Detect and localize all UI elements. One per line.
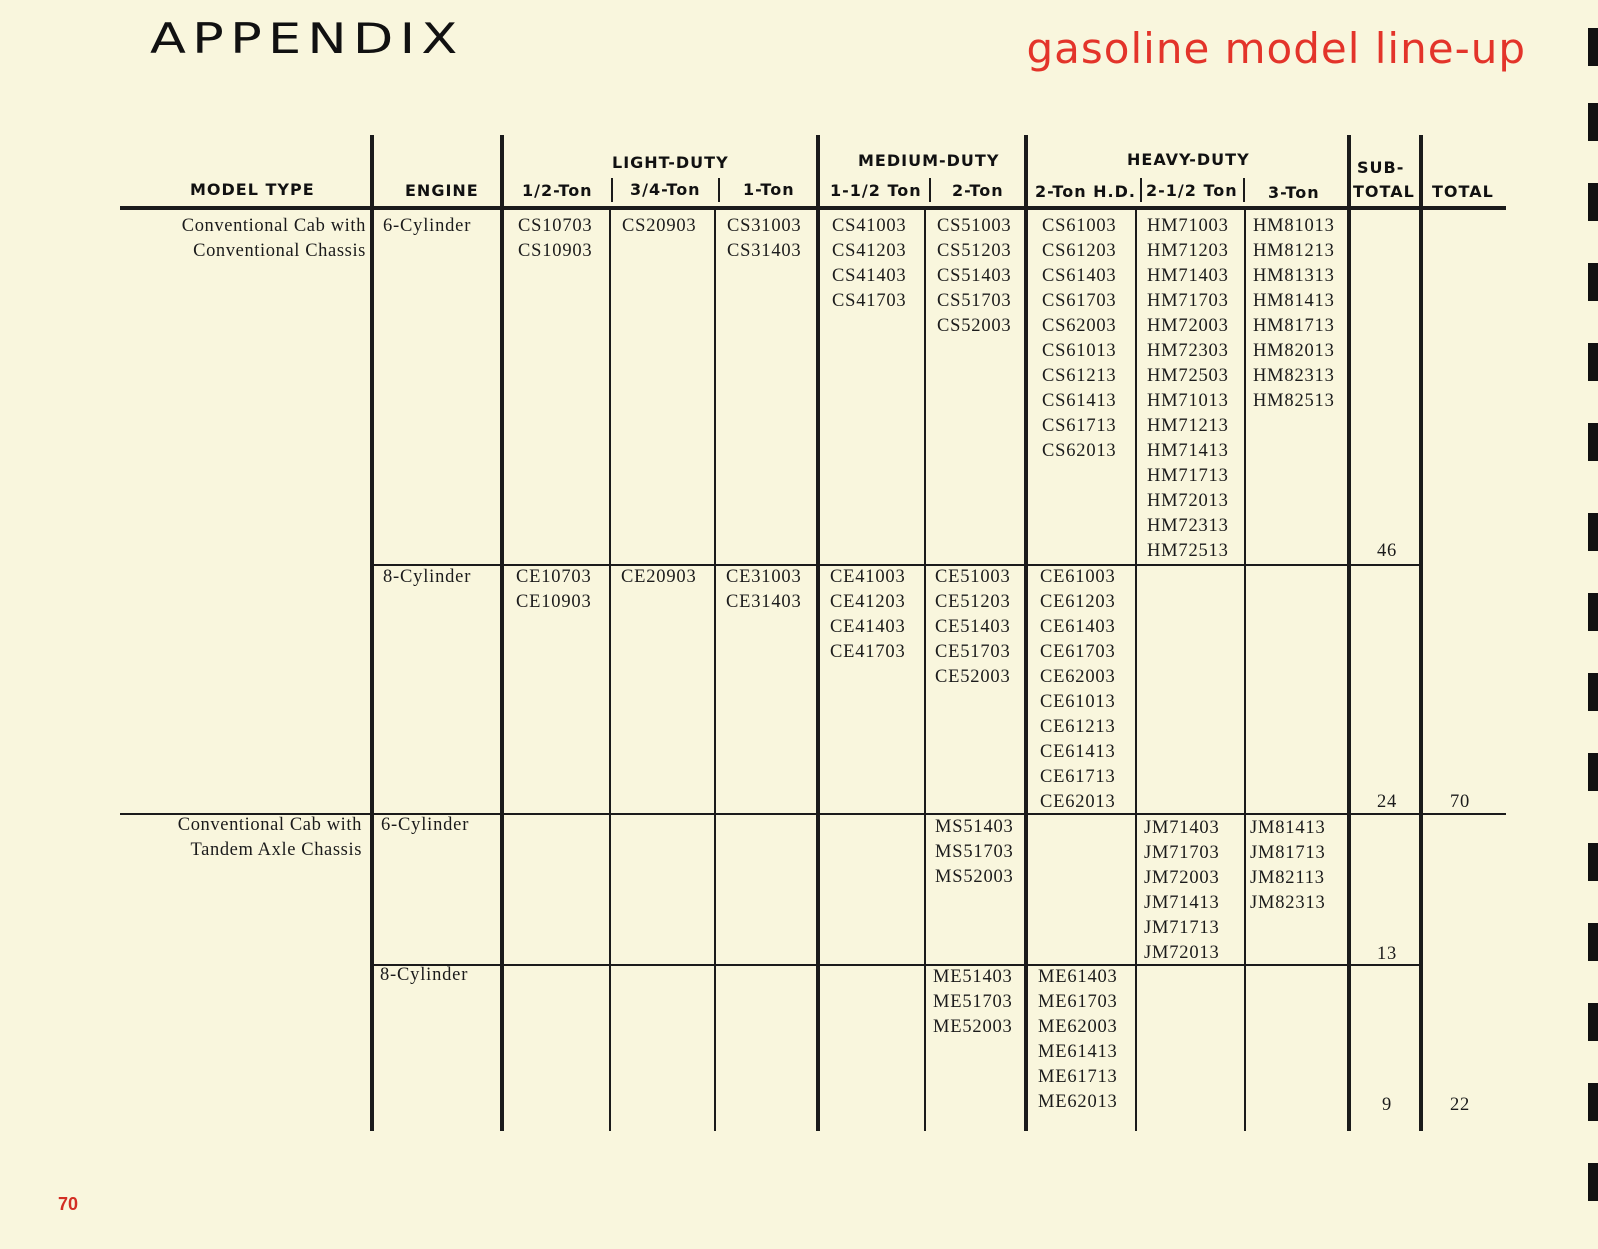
model-code: HM71003 <box>1147 216 1229 236</box>
models-three-quarter-ton <box>622 214 696 239</box>
col-header-engine: ENGINE <box>405 181 479 200</box>
model-code: HM81013 <box>1253 216 1335 236</box>
model-code: HM82313 <box>1253 366 1335 386</box>
binder-tab <box>1588 1003 1598 1041</box>
model-code: CS10703 <box>518 216 593 236</box>
header-rule <box>120 206 1506 210</box>
model-code: CS31403 <box>727 241 802 261</box>
column-rule <box>500 135 504 1131</box>
models-half-ton <box>518 214 592 264</box>
model-code: CS61403 <box>1042 266 1117 286</box>
header-separator <box>1243 178 1245 202</box>
column-rule <box>816 135 820 1131</box>
model-code: CE41403 <box>830 617 906 637</box>
model-code: CS61003 <box>1042 216 1117 236</box>
model-code: JM72003 <box>1144 868 1220 888</box>
binder-tab <box>1588 923 1598 961</box>
page-number: 70 <box>58 1194 79 1214</box>
model-code: HM71403 <box>1147 266 1229 286</box>
subtotal-header-bottom: TOTAL <box>1353 182 1415 201</box>
model-code: CS10903 <box>518 241 593 261</box>
model-code: HM71213 <box>1147 416 1229 436</box>
column-rule <box>1135 208 1137 1131</box>
model-code: HM72503 <box>1147 366 1229 386</box>
model-code: HM81213 <box>1253 241 1335 261</box>
engine-cell: 8-Cylinder <box>383 567 472 587</box>
group-header-heavy-duty: HEAVY-DUTY <box>1127 150 1250 169</box>
model-code: ME61713 <box>1038 1067 1118 1087</box>
model-code: ME62003 <box>1038 1017 1118 1037</box>
column-rule <box>609 208 611 1131</box>
model-code: HM81713 <box>1253 316 1335 336</box>
model-code: CS61713 <box>1042 416 1117 436</box>
model-code: CE61403 <box>1040 617 1116 637</box>
models-two-ton <box>937 214 1011 339</box>
models-one-ton <box>727 214 801 264</box>
binder-tab <box>1588 593 1598 631</box>
model-code: HM71703 <box>1147 291 1229 311</box>
engine-cell: 6-Cylinder <box>381 815 470 835</box>
header-separator <box>929 178 931 202</box>
model-type-cell <box>182 214 366 264</box>
column-rule <box>1419 135 1423 1131</box>
subtotal-value: 13 <box>1377 944 1398 964</box>
model-code: HM71413 <box>1147 441 1229 461</box>
model-code: CS41703 <box>832 291 907 311</box>
model-code: ME61403 <box>1038 967 1118 987</box>
model-code: CE10903 <box>516 592 592 612</box>
model-code: CE20903 <box>621 567 697 587</box>
models-half-ton <box>516 565 592 615</box>
engine-cell: 6-Cylinder <box>383 216 472 236</box>
group-header-medium-duty: MEDIUM-DUTY <box>858 151 1000 170</box>
subtotal-header-top: SUB- <box>1357 158 1405 177</box>
col-header-two-ton-hd: 2-Ton H.D. <box>1035 182 1136 201</box>
model-code: CE61703 <box>1040 642 1116 662</box>
subtotal-value: 9 <box>1382 1095 1393 1115</box>
model-code: HM81413 <box>1253 291 1335 311</box>
binder-tab <box>1588 513 1598 551</box>
model-code: CE62003 <box>1040 667 1116 687</box>
col-header-total: TOTAL <box>1432 182 1494 201</box>
model-code: HM82513 <box>1253 391 1335 411</box>
model-code: CS61213 <box>1042 366 1117 386</box>
model-code: CS41203 <box>832 241 907 261</box>
model-code: CE51203 <box>935 592 1011 612</box>
models-two-ton-hd <box>1042 214 1116 464</box>
model-code: CE51003 <box>935 567 1011 587</box>
section-title: gasoline model line-up <box>1026 24 1526 73</box>
model-type-cell <box>178 813 362 863</box>
model-code: ME61413 <box>1038 1042 1118 1062</box>
appendix-heading: APPENDIX <box>150 14 464 63</box>
col-header-half-ton: 1/2-Ton <box>522 181 593 200</box>
model-code: HM71013 <box>1147 391 1229 411</box>
header-separator <box>611 178 613 202</box>
model-code: CE41703 <box>830 642 906 662</box>
model-code: HM72003 <box>1147 316 1229 336</box>
models-two-ton <box>935 815 1014 890</box>
model-code: HM72513 <box>1147 541 1229 561</box>
model-code: CE62013 <box>1040 792 1116 812</box>
model-code: CS61413 <box>1042 391 1117 411</box>
model-code: CS51403 <box>937 266 1012 286</box>
model-code: ME61703 <box>1038 992 1118 1012</box>
model-code: CS41003 <box>832 216 907 236</box>
model-code: CE61013 <box>1040 692 1116 712</box>
model-code: CE51403 <box>935 617 1011 637</box>
model-code: JM71403 <box>1144 818 1220 838</box>
models-one-ton <box>726 565 802 615</box>
model-code: JM71413 <box>1144 893 1220 913</box>
model-code: CE61713 <box>1040 767 1116 787</box>
model-code: JM71713 <box>1144 918 1220 938</box>
model-code: HM72013 <box>1147 491 1229 511</box>
model-code: CS51003 <box>937 216 1012 236</box>
binder-tab <box>1588 183 1598 221</box>
model-code: ME52003 <box>933 1017 1013 1037</box>
column-rule <box>1024 135 1028 1131</box>
model-code: HM71713 <box>1147 466 1229 486</box>
model-type-line: Conventional Chassis <box>193 241 366 261</box>
total-value: 22 <box>1450 1095 1471 1115</box>
col-header-two-half-ton: 2-1/2 Ton <box>1146 181 1238 200</box>
column-rule <box>370 135 374 1131</box>
model-type-line: Conventional Cab with <box>177 815 362 835</box>
models-two-ton <box>935 565 1011 690</box>
model-code: CS31003 <box>727 216 802 236</box>
model-code: CS62003 <box>1042 316 1117 336</box>
model-code: MS52003 <box>935 867 1014 887</box>
model-code: CE61203 <box>1040 592 1116 612</box>
model-code: HM72303 <box>1147 341 1229 361</box>
model-code: MS51403 <box>935 817 1014 837</box>
subtotal-value: 46 <box>1377 541 1398 561</box>
model-code: MS51703 <box>935 842 1014 862</box>
model-code: JM82113 <box>1250 868 1325 888</box>
model-type-line: Conventional Cab with <box>181 216 366 236</box>
col-header-three-ton: 3-Ton <box>1268 183 1320 202</box>
binder-tab <box>1588 423 1598 461</box>
header-separator <box>1140 178 1142 202</box>
model-code: CE10703 <box>516 567 592 587</box>
model-code: HM71203 <box>1147 241 1229 261</box>
col-header-three-quarter-ton: 3/4-Ton <box>630 180 701 199</box>
models-two-ton-hd <box>1038 965 1118 1115</box>
total-value: 70 <box>1450 792 1471 812</box>
column-rule <box>924 208 926 1131</box>
models-two-half-ton <box>1147 214 1229 564</box>
subtotal-value: 24 <box>1377 792 1398 812</box>
model-code: CE61003 <box>1040 567 1116 587</box>
model-code: CE61213 <box>1040 717 1116 737</box>
model-code: CE41203 <box>830 592 906 612</box>
model-code: CE52003 <box>935 667 1011 687</box>
models-three-quarter-ton <box>621 565 697 590</box>
engine-rule <box>371 964 1423 966</box>
model-code: JM71703 <box>1144 843 1220 863</box>
model-code: HM81313 <box>1253 266 1335 286</box>
model-type-line: Tandem Axle Chassis <box>190 840 362 860</box>
column-rule <box>1244 208 1246 1131</box>
models-one-half-ton <box>830 565 906 665</box>
col-header-model-type: MODEL TYPE <box>190 180 315 199</box>
model-code: CS51703 <box>937 291 1012 311</box>
model-code: ME51703 <box>933 992 1013 1012</box>
model-code: CS61203 <box>1042 241 1117 261</box>
group-header-light-duty: LIGHT-DUTY <box>612 153 729 172</box>
model-code: CS41403 <box>832 266 907 286</box>
model-code: ME51403 <box>933 967 1013 987</box>
header-separator <box>718 178 720 202</box>
col-header-two-ton: 2-Ton <box>952 181 1004 200</box>
binder-tab <box>1588 753 1598 791</box>
model-code: JM81413 <box>1250 818 1326 838</box>
model-code: HM72313 <box>1147 516 1229 536</box>
binder-tab <box>1588 843 1598 881</box>
binder-tab <box>1588 263 1598 301</box>
models-one-half-ton <box>832 214 906 314</box>
model-code: JM72013 <box>1144 943 1220 963</box>
model-code: CE51703 <box>935 642 1011 662</box>
models-two-ton <box>933 965 1013 1040</box>
model-code: CS51203 <box>937 241 1012 261</box>
model-code: HM82013 <box>1253 341 1335 361</box>
model-code: CE61413 <box>1040 742 1116 762</box>
models-two-half-ton <box>1144 816 1220 966</box>
model-code: JM81713 <box>1250 843 1326 863</box>
models-three-ton <box>1250 816 1326 916</box>
column-rule <box>1347 135 1351 1131</box>
column-rule <box>714 208 716 1131</box>
model-code: CE31403 <box>726 592 802 612</box>
col-header-one-half-ton: 1-1/2 Ton <box>830 181 922 200</box>
binder-tab <box>1588 1163 1598 1201</box>
model-code: ME62013 <box>1038 1092 1118 1112</box>
model-code: CS52003 <box>937 316 1012 336</box>
model-code: CS61013 <box>1042 341 1117 361</box>
models-three-ton <box>1253 214 1335 414</box>
binder-tab <box>1588 1083 1598 1121</box>
model-code: CE31003 <box>726 567 802 587</box>
binder-tab <box>1588 28 1598 66</box>
engine-cell: 8-Cylinder <box>380 965 469 985</box>
binder-tab <box>1588 103 1598 141</box>
model-code: CS20903 <box>622 216 697 236</box>
models-two-ton-hd <box>1040 565 1116 815</box>
binder-tab <box>1588 343 1598 381</box>
model-code: CE41003 <box>830 567 906 587</box>
model-code: CS61703 <box>1042 291 1117 311</box>
model-code: JM82313 <box>1250 893 1326 913</box>
col-header-one-ton: 1-Ton <box>743 180 795 199</box>
model-code: CS62013 <box>1042 441 1117 461</box>
binder-tab <box>1588 673 1598 711</box>
